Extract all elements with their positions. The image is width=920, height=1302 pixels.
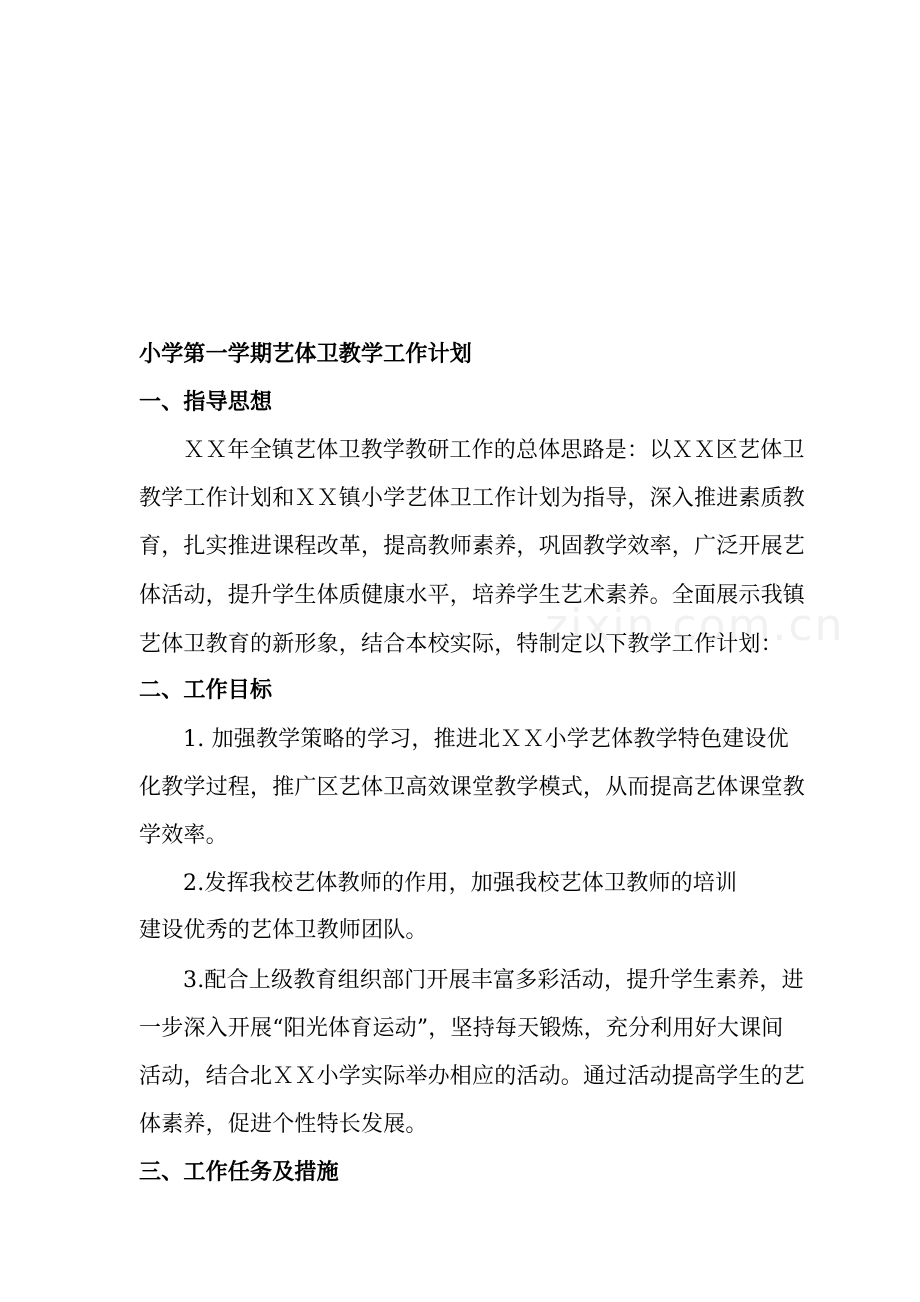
section-heading-2: 二、工作目标 xyxy=(139,678,273,703)
section-heading-3: 三、工作任务及措施 xyxy=(139,1160,339,1185)
document-title: 小学第一学期艺体卫教学工作计划 xyxy=(139,342,473,367)
paragraph-line: 学效率。 xyxy=(139,823,228,848)
paragraph-line: 艺体卫教育的新形象，结合本校实际，特制定以下教学工作计划： xyxy=(139,632,783,657)
paragraph-line: 活动，结合北ＸＸ小学实际举办相应的活动。通过活动提高学生的艺 xyxy=(139,1064,806,1089)
paragraph-line: 一步深入开展“阳光体育运动”，坚持每天锻炼，充分利用好大课间 xyxy=(139,1016,784,1041)
paragraph-line: 体活动，提升学生体质健康水平，培养学生艺术素养。全面展示我镇 xyxy=(139,583,806,608)
paragraph-line: 建设优秀的艺体卫教师团队。 xyxy=(139,918,428,943)
paragraph-line: 3.配合上级教育组织部门开展丰富多彩活动，提升学生素养，进 xyxy=(183,968,804,993)
paragraph-line: 化教学过程，推广区艺体卫高效课堂教学模式，从而提高艺体课堂教 xyxy=(139,775,806,800)
watermark: zixin.com.cn xyxy=(545,600,845,651)
paragraph-line: 教学工作计划和ＸＸ镇小学艺体卫工作计划为指导，深入推进素质教 xyxy=(139,486,806,511)
paragraph-line: 育，扎实推进课程改革，提高教师素养，巩固教学效率，广泛开展艺 xyxy=(139,534,806,559)
paragraph-line: 体素养，促进个性特长发展。 xyxy=(139,1112,428,1137)
section-heading-1: 一、指导思想 xyxy=(139,390,273,415)
paragraph-line: 2.发挥我校艺体教师的作用，加强我校艺体卫教师的培训 xyxy=(183,871,738,896)
paragraph-line: ＸＸ年全镇艺体卫教学教研工作的总体思路是：以ＸＸ区艺体卫 xyxy=(183,438,805,463)
paragraph-line: 1. 加强教学策略的学习，推进北ＸＸ小学艺体教学特色建设优 xyxy=(183,727,789,752)
